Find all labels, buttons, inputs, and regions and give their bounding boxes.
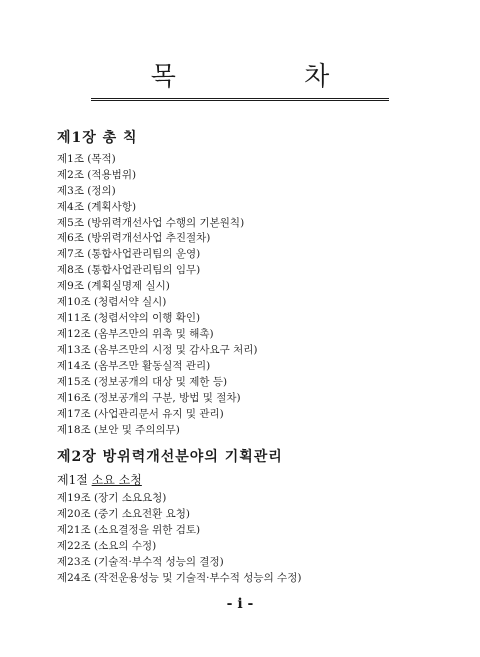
toc-item: 제2조 (적용범위): [57, 169, 137, 181]
section-label: 제1절: [57, 473, 88, 487]
page-number: - i -: [226, 596, 254, 612]
toc-item: 제12조 (옴부즈만의 위촉 및 해촉): [57, 328, 214, 340]
toc-item: 제10조 (청렴서약 실시): [57, 296, 167, 308]
toc-item: 제19조 (장기 소요요청): [57, 492, 167, 504]
toc-item: 제13조 (옴부즈만의 시정 및 감사요구 처리): [57, 344, 258, 356]
toc-item: 제23조 (기술적·부수적 성능의 결정): [57, 556, 224, 568]
toc-title-wrapper: [0, 60, 480, 101]
toc-item: 제18조 (보안 및 주의의무): [57, 424, 180, 436]
toc-item: 제9조 (계획실명제 실시): [57, 280, 170, 292]
toc-item: 제8조 (통합사업관리팀의 임무): [57, 264, 201, 276]
toc-item: 제22조 (소요의 수정): [57, 540, 157, 552]
toc-item: 제7조 (통합사업관리팀의 운영): [57, 248, 201, 260]
toc-item: 제16조 (정보공개의 구분, 방법 및 절차): [57, 392, 241, 404]
chapter1-heading: 제1장 총 칙: [57, 130, 138, 146]
toc-item: 제4조 (계획사항): [57, 201, 137, 213]
toc-item: 제15조 (정보공개의 대상 및 제한 등): [57, 376, 228, 388]
toc-title: 목 차: [91, 60, 390, 101]
toc-item: 제3조 (정의): [57, 185, 116, 197]
toc-item: 제5조 (방위력개선사업 수행의 기본원칙): [57, 217, 245, 229]
section-heading: [57, 471, 142, 488]
toc-item: 제1조 (목적): [57, 153, 116, 165]
toc-item: 제20조 (중기 소요전환 요청): [57, 508, 190, 520]
toc-item: 제21조 (소요결정을 위한 검토): [57, 524, 201, 536]
toc-item: 제6조 (방위력개선사업 추진절차): [57, 232, 211, 244]
toc-item: 제14조 (옴부즈만 활동실적 관리): [57, 360, 211, 372]
toc-item: 제24조 (작전운용성능 및 기술적·부수적 성능의 수정): [57, 572, 302, 584]
chapter2-heading: 제2장 방위력개선분야의 기획관리: [57, 449, 283, 465]
section-title: 소요 소청: [91, 473, 142, 487]
toc-item: 제11조 (청렴서약의 이행 확인): [57, 312, 201, 324]
toc-item: 제17조 (사업관리문서 유지 및 관리): [57, 408, 224, 420]
